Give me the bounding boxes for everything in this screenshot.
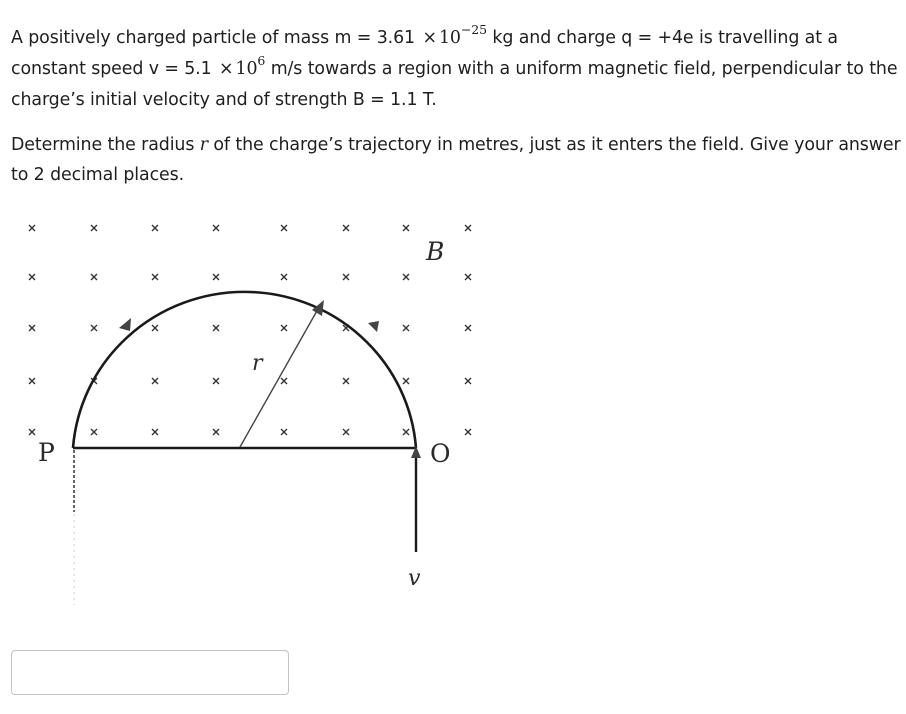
mass-base: 10 [438, 28, 461, 48]
text-mass-intro: A positively charged particle of mass m = 3.61 [11, 28, 421, 48]
variable-r: r [199, 135, 208, 155]
speed-exponent: 6 [257, 53, 266, 68]
text-charge-speed: kg and charge q = +4e is travelling at a constant speed v = 5.1 [11, 28, 838, 79]
label-P: P [38, 438, 55, 467]
field-cross-grid [29, 225, 471, 435]
cross-row-2 [29, 274, 471, 280]
text-field-description: m/s towards a region with a uniform magnetic field, perpendicular to the charge’s initial velocity and of strength B = 1.1 T. [11, 59, 898, 110]
magnetic-field-diagram [0, 205, 520, 625]
question-paragraph-1 [11, 23, 901, 115]
speed-base: 10 [235, 59, 258, 79]
text-determine: Determine the radius [11, 135, 200, 155]
label-v: v [408, 566, 421, 591]
times-sign: × [422, 28, 437, 48]
radius-arrow-icon [312, 300, 324, 316]
times-sign: × [219, 59, 234, 79]
label-r: r [252, 351, 263, 376]
trajectory-arc [73, 292, 416, 448]
question-paragraph-2 [11, 130, 901, 190]
cross-row-3 [29, 325, 471, 331]
text-instructions: of the charge’s trajectory in metres, just as it enters the field. Give your answer to 2 decimal places. [11, 135, 901, 185]
arc-arrow-right-icon [368, 321, 379, 332]
answer-input[interactable] [11, 650, 289, 695]
mass-exponent: −25 [460, 22, 487, 37]
radius-line [240, 309, 318, 447]
label-O: O [430, 439, 451, 468]
arc-arrow-left-icon [119, 318, 131, 331]
cross-row-1 [29, 225, 471, 231]
label-B: B [426, 237, 445, 266]
